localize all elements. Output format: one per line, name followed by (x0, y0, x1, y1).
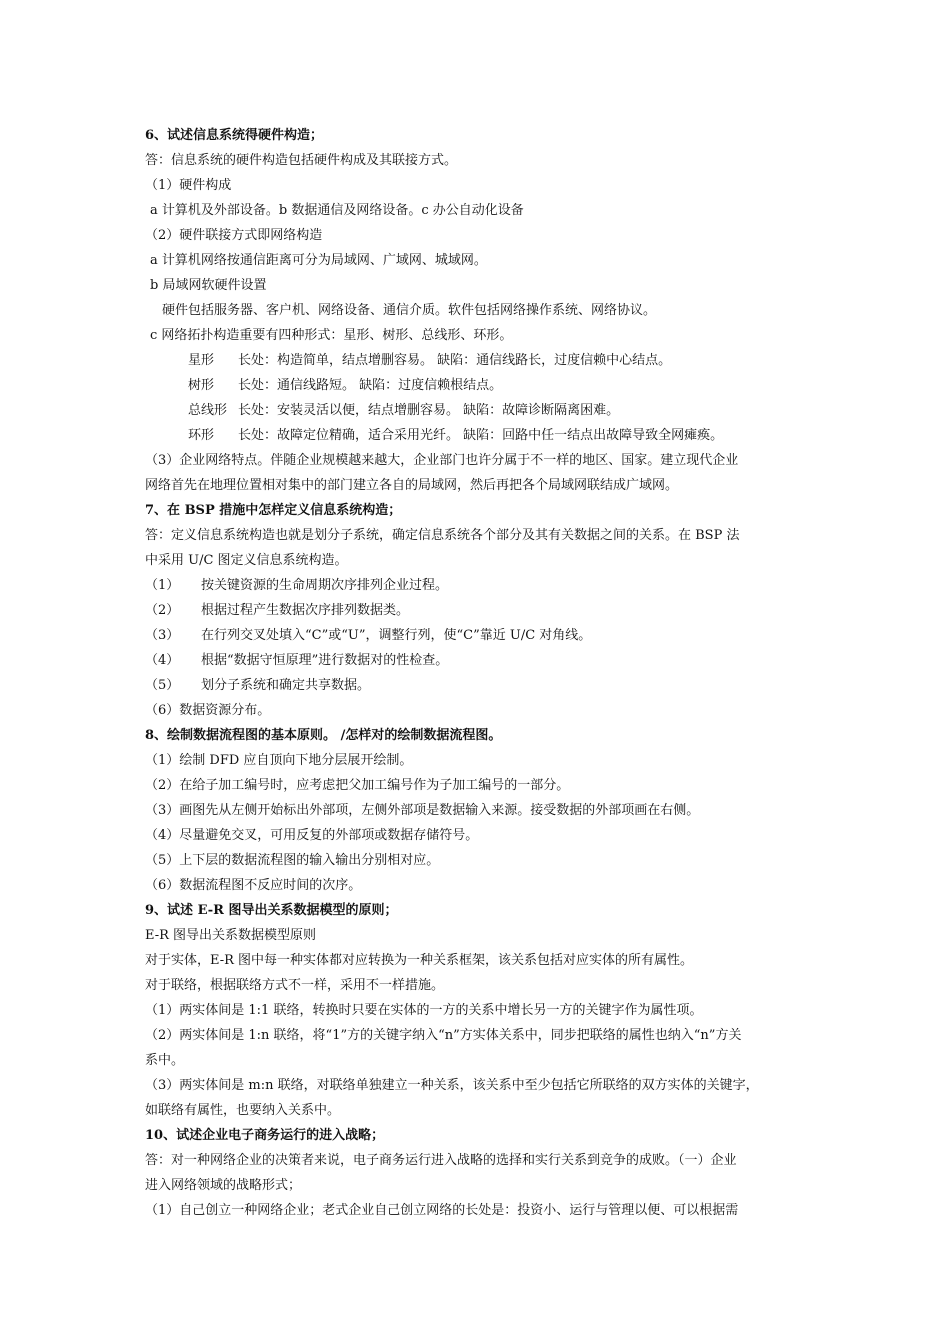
topology-desc: 长处：通信线路短。 缺陷：过度信赖根结点。 (238, 378, 503, 393)
q8-item-5: （5）上下层的数据流程图的输入输出分别相对应。 (145, 853, 440, 868)
q10-point-1: （1）自己创立一种网络企业；老式企业自己创立网络的长处是：投资小、运行与管理以便、可以根据需 (145, 1203, 739, 1218)
topology-name: 环形 (188, 428, 215, 443)
q8-item-6: （6）数据流程图不反应时间的次序。 (145, 878, 362, 893)
topology-row-tree (188, 377, 868, 395)
q9-rule-3-line2: 如联络有属性，也要纳入关系中。 (145, 1103, 341, 1118)
q8-item-2: （2）在给子加工编号时，应考虑把父加工编号作为子加工编号的一部分。 (145, 778, 570, 793)
topology-name: 树形 (188, 378, 215, 393)
q8-heading: 8、绘制数据流程图的基本原则。 /怎样对的绘制数据流程图。 (145, 728, 502, 743)
q9-rule-3-line1: （3）两实体间是 m:n 联络，对联络单独建立一种关系，该关系中至少包括它所联络的双方实体的关键字， (145, 1078, 759, 1093)
topology-desc: 长处：故障定位精确，适合采用光纤。 缺陷：回路中任一结点出故障导致全网瘫痪。 (238, 428, 724, 443)
q6-answer: 答：信息系统的硬件构造包括硬件构成及其联接方式。 (145, 153, 458, 168)
topology-name: 星形 (188, 353, 215, 368)
step-number: （1） (145, 578, 180, 593)
q6-heading: 6、试述信息系统得硬件构造； (145, 128, 324, 143)
q6-point-2b: b 局域网软硬件设置 (150, 278, 267, 293)
q7-step-2 (145, 602, 825, 620)
q6-point-2a: a 计算机网络按通信距离可分为局域网、广域网、城域网。 (150, 253, 487, 268)
q7-step-4 (145, 652, 825, 670)
q7-step-3 (145, 627, 825, 645)
q6-point-1: （1）硬件构成 (145, 178, 232, 193)
q6-point-2: （2）硬件联接方式即网络构造 (145, 228, 323, 243)
q9-heading: 9、试述 E-R 图导出关系数据模型的原则； (145, 903, 398, 918)
q7-step-5 (145, 677, 825, 695)
q6-point-2c: c 网络拓扑构造重要有四种形式：星形、树形、总线形、环形。 (150, 328, 513, 343)
topology-row-ring (188, 427, 868, 445)
q8-item-4: （4）尽量避免交叉，可用反复的外部项或数据存储符号。 (145, 828, 479, 843)
q10-heading: 10、试述企业电子商务运行的进入战略； (145, 1128, 385, 1143)
q9-rule-1: （1）两实体间是 1:1 联络，转换时只要在实体的一方的关系中增长另一方的关键字作为属性项。 (145, 1003, 703, 1018)
q9-rule-2-line2: 系中。 (145, 1053, 185, 1068)
q7-step-1 (145, 577, 825, 595)
q9-entity-rule: 对于实体，E-R 图中每一种实体都对应转换为一种关系框架，该关系包括对应实体的所有属性。 (145, 953, 694, 968)
q6-point-3-line1: （3）企业网络特点。伴随企业规模越来越大，企业部门也许分属于不一样的地区、国家。建立现代企业 (145, 453, 739, 468)
q9-subtitle: E-R 图导出关系数据模型原则 (145, 928, 317, 943)
topology-desc: 长处：构造简单，结点增删容易。 缺陷：通信线路长，过度信赖中心结点。 (238, 353, 672, 368)
topology-desc: 长处：安装灵活以便，结点增删容易。 缺陷：故障诊断隔离困难。 (238, 403, 620, 418)
q9-rule-2-line1: （2）两实体间是 1:n 联络，将“1”方的关键字纳入“n”方实体关系中，同步把联络的属性也纳入“n”方关 (145, 1028, 742, 1043)
step-text: 根据过程产生数据次序排列数据类。 (201, 603, 410, 618)
q10-answer-line2: 进入网络领域的战略形式； (145, 1178, 302, 1193)
q8-item-3: （3）画图先从左侧开始标出外部项，左侧外部项是数据输入来源。接受数据的外部项画在右侧。 (145, 803, 700, 818)
q7-heading: 7、在 BSP 措施中怎样定义信息系统构造； (145, 503, 402, 518)
q7-step-6: （6）数据资源分布。 (145, 703, 271, 718)
q6-point-2b-detail: 硬件包括服务器、客户机、网络设备、通信介质。软件包括网络操作系统、网络协议。 (162, 303, 657, 318)
q10-answer-line1: 答：对一种网络企业的决策者来说，电子商务运行进入战略的选择和实行关系到竞争的成败。（一）企业 (145, 1153, 737, 1168)
q8-item-1: （1）绘制 DFD 应自顶向下地分层展开绘制。 (145, 753, 413, 768)
step-number: （4） (145, 653, 180, 668)
topology-row-star (188, 352, 868, 370)
step-text: 根据“数据守恒原理”进行数据对的性检查。 (201, 653, 449, 668)
step-text: 划分子系统和确定共享数据。 (201, 678, 371, 693)
q7-answer-line1: 答：定义信息系统构造也就是划分子系统，确定信息系统各个部分及其有关数据之间的关系。在 BSP 法 (145, 528, 740, 543)
step-number: （5） (145, 678, 180, 693)
step-number: （3） (145, 628, 180, 643)
topology-name: 总线形 (188, 403, 228, 418)
step-text: 在行列交叉处填入“C”或“U”，调整行列，使“C”靠近 U/C 对角线。 (201, 628, 592, 643)
step-number: （2） (145, 603, 180, 618)
q6-point-1a: a 计算机及外部设备。b 数据通信及网络设备。c 办公自动化设备 (150, 203, 524, 218)
q7-answer-line2: 中采用 U/C 图定义信息系统构造。 (145, 553, 348, 568)
q6-point-3-line2: 网络首先在地理位置相对集中的部门建立各自的局域网，然后再把各个局域网联结成广域网。 (145, 478, 679, 493)
topology-row-bus (188, 402, 868, 420)
q9-relation-rule: 对于联络，根据联络方式不一样，采用不一样措施。 (145, 978, 445, 993)
step-text: 按关键资源的生命周期次序排列企业过程。 (201, 578, 449, 593)
